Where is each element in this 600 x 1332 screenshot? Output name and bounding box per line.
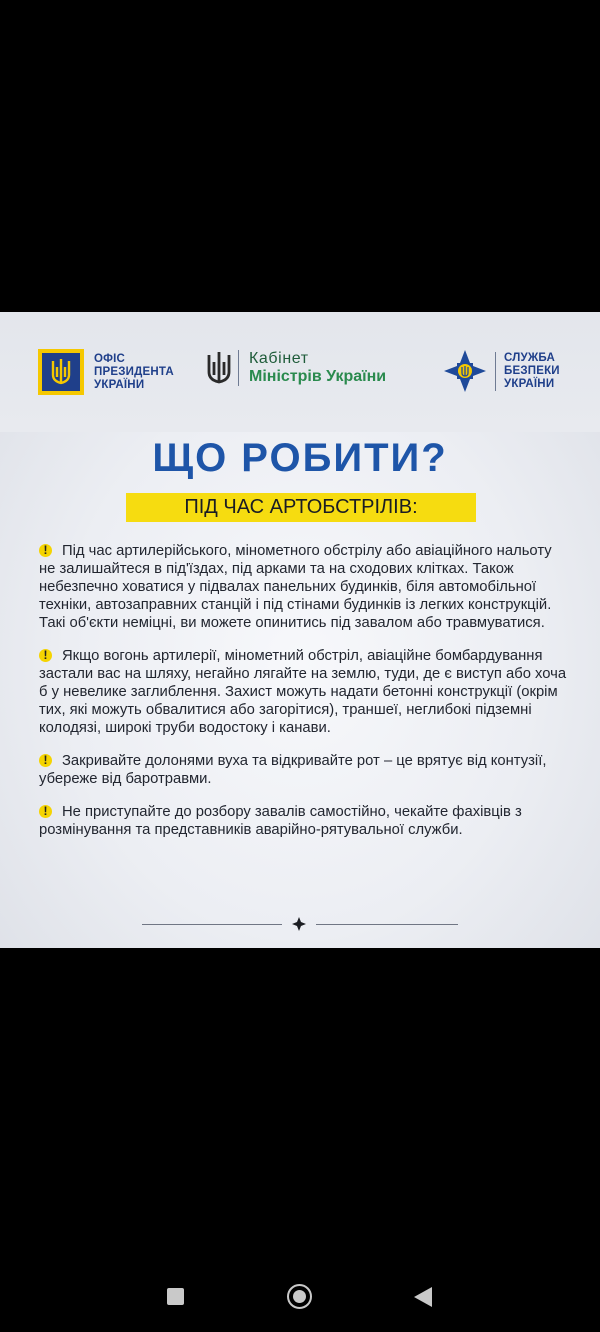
- cabinet-ministers-logo: [206, 350, 386, 386]
- home-icon[interactable]: [287, 1284, 312, 1309]
- advice-text: Під час артилерійського, мінометного обстрілу або авіаційного нальоту не залишайтеся в під'їздах, під арками та на сходових клітках. Також небезпечно ховатися у підвалах панельних будинків, біля автомобільної техніки, автозаправних станцій і під стінами будинків із легких конструкцій. Такі об'єкти неміцні, ви можете опинитись під завалом або травмуватися.: [39, 543, 552, 631]
- advice-item: [39, 752, 569, 788]
- advice-list: [39, 542, 569, 854]
- advice-text: Якщо вогонь артилерії, мінометний обстріл, авіаційне бомбардування застали вас на шляху, негайно лягайте на землю, туди, де є виступ або хоча б у невелике заглиблення. Захист можуть надати бетонні конструкції (окрім тих, які можуть обвалитися або загорітися), траншеї, неглибокі підземні колодязі, широкі труби водостоку і канави.: [39, 648, 567, 736]
- recent-apps-icon[interactable]: [167, 1288, 184, 1305]
- office-logo-line1: ОФІС: [94, 352, 126, 365]
- advice-item: [39, 803, 569, 839]
- poster-header: [0, 312, 600, 432]
- back-icon[interactable]: [414, 1287, 432, 1307]
- advice-text: Не приступайте до розбору завалів самостійно, чекайте фахівців з розмінування та представників аварійно-рятувальної служби.: [39, 804, 522, 838]
- info-poster: [0, 312, 600, 948]
- cabinet-logo-line1: Кабінет: [249, 350, 309, 367]
- sbu-cross-emblem-icon: [443, 349, 487, 393]
- sbu-logo-line3: УКРАЇНИ: [504, 377, 555, 390]
- advice-item: [39, 542, 569, 632]
- cabinet-logo-line2: Міністрів України: [249, 368, 387, 385]
- trident-emblem-icon: [38, 349, 84, 395]
- exclamation-icon: !: [39, 805, 52, 818]
- poster-title: ЩО РОБИТИ?: [152, 436, 448, 480]
- sbu-logo-line2: БЕЗПЕКИ: [504, 364, 560, 377]
- sbu-logo: [443, 349, 560, 393]
- advice-text: Закривайте долонями вуха та відкривайте рот – це врятує від контузії, убереже від баротравми.: [39, 753, 547, 787]
- trident-icon: [206, 350, 232, 386]
- exclamation-icon: !: [39, 544, 52, 557]
- divider-left: [142, 924, 282, 925]
- cross-ornament-icon: [291, 916, 307, 932]
- exclamation-icon: !: [39, 649, 52, 662]
- exclamation-icon: !: [39, 754, 52, 767]
- office-logo-line3: УКРАЇНИ: [94, 378, 145, 391]
- advice-item: [39, 647, 569, 737]
- poster-subtitle: ПІД ЧАС АРТОБСТРІЛІВ:: [126, 493, 476, 522]
- sbu-logo-line1: СЛУЖБА: [504, 351, 555, 364]
- office-logo-line2: ПРЕЗИДЕНТА: [94, 365, 174, 378]
- office-president-logo: [38, 349, 174, 395]
- divider-right: [316, 924, 458, 925]
